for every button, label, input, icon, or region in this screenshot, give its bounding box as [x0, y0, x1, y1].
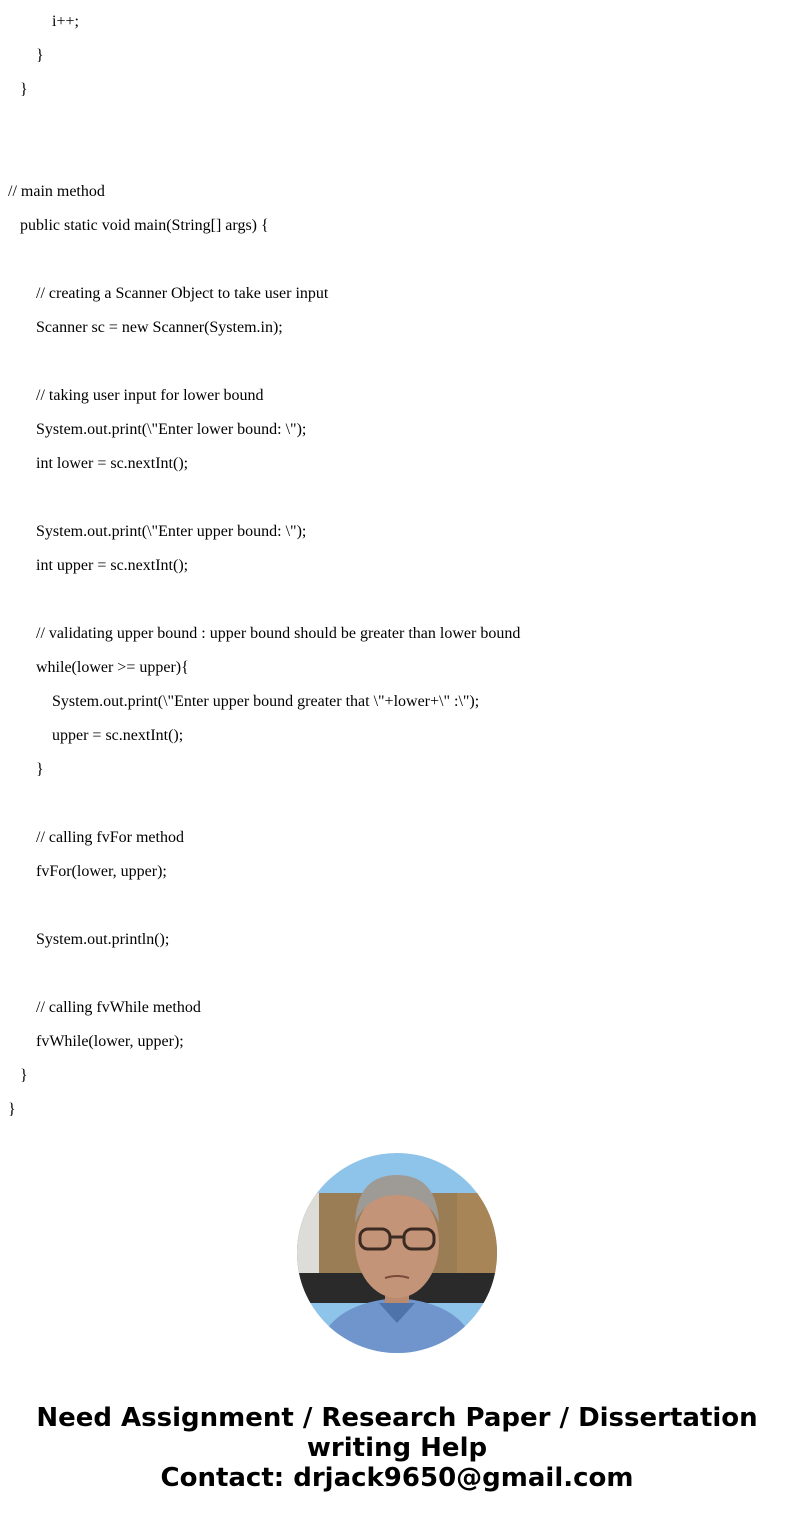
code-line: upper = sc.nextInt(); — [52, 727, 184, 744]
author-avatar — [297, 1153, 497, 1353]
code-line: // creating a Scanner Object to take user input — [36, 285, 329, 302]
code-line — [0, 481, 794, 515]
code-line — [0, 243, 794, 277]
footer-contact[interactable]: Contact: drjack9650@gmail.com — [160, 1463, 634, 1493]
code-line: // main method — [8, 183, 105, 200]
code-line: i++; — [52, 13, 79, 30]
code-line: System.out.print(\"Enter upper bound: \"); — [36, 523, 307, 540]
code-line: int upper = sc.nextInt(); — [36, 557, 189, 574]
code-line: System.out.print(\"Enter upper bound greater that \"+lower+\" :\"); — [52, 693, 480, 710]
contact-banner — [0, 1403, 794, 1493]
code-line — [0, 583, 794, 617]
footer-line-2: writing Help — [306, 1433, 488, 1463]
code-line: while(lower >= upper){ — [36, 659, 189, 676]
code-line — [0, 107, 794, 141]
code-line — [0, 957, 794, 991]
code-line: // calling fvFor method — [36, 829, 184, 846]
code-line — [0, 141, 794, 175]
code-line: System.out.print(\"Enter lower bound: \"); — [36, 421, 307, 438]
code-line: } — [8, 1101, 16, 1118]
code-line: } — [20, 1067, 28, 1084]
code-line: // calling fvWhile method — [36, 999, 201, 1016]
code-line: Scanner sc = new Scanner(System.in); — [36, 319, 283, 336]
code-line: public static void main(String[] args) { — [20, 217, 269, 234]
code-line: // taking user input for lower bound — [36, 387, 264, 404]
code-line: fvWhile(lower, upper); — [36, 1033, 184, 1050]
code-line: } — [36, 761, 44, 778]
code-line: } — [36, 47, 44, 64]
code-line: fvFor(lower, upper); — [36, 863, 167, 880]
code-line: int lower = sc.nextInt(); — [36, 455, 189, 472]
code-line — [0, 345, 794, 379]
code-line: System.out.println(); — [36, 931, 170, 948]
code-listing — [0, 5, 794, 1127]
code-line: } — [20, 81, 28, 98]
footer-line-1: Need Assignment / Research Paper / Dissertation — [36, 1403, 758, 1433]
code-line: // validating upper bound : upper bound should be greater than lower bound — [36, 625, 521, 642]
code-line — [0, 889, 794, 923]
code-line — [0, 787, 794, 821]
